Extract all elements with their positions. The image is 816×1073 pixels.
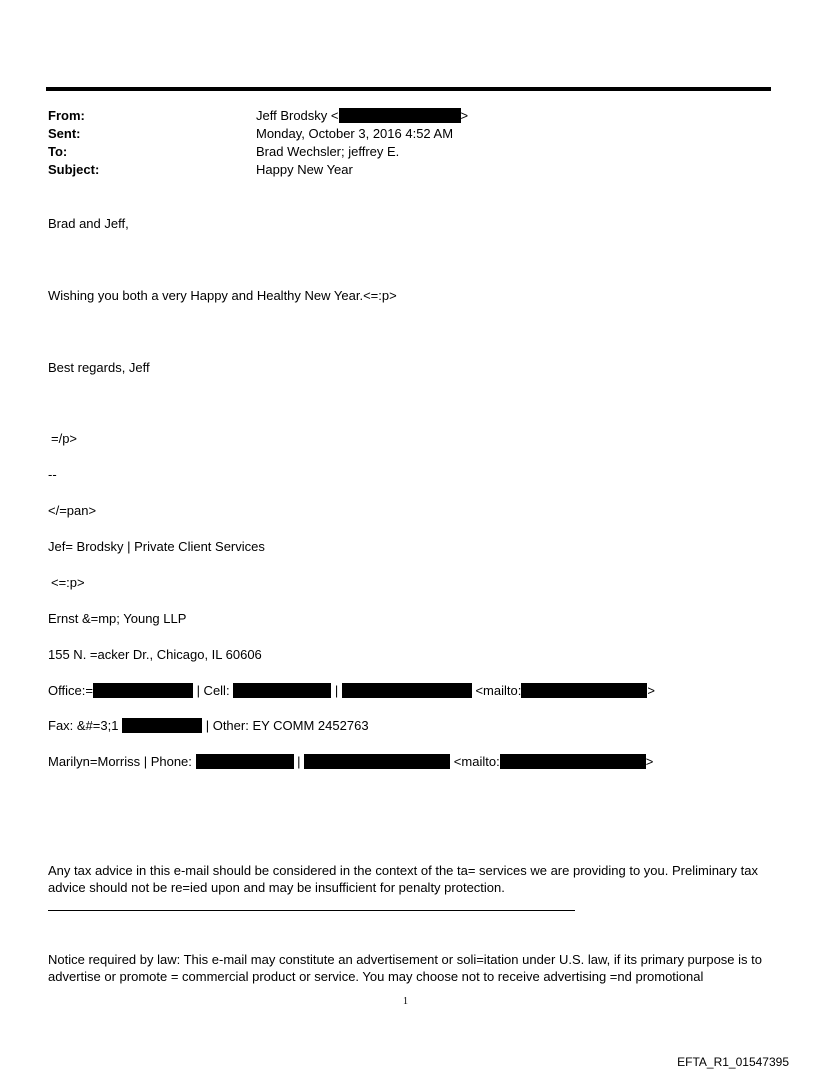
page-number: 1 bbox=[403, 996, 408, 1007]
bates-number: EFTA_R1_01547395 bbox=[677, 1055, 789, 1069]
redacted-assistant-phone bbox=[196, 754, 294, 769]
mailto-bracket: > bbox=[647, 683, 655, 698]
sent-value: Monday, October 3, 2016 4:52 AM bbox=[256, 126, 454, 141]
redacted-cell-phone bbox=[233, 683, 331, 698]
office-label: Office:= bbox=[48, 683, 93, 698]
subject-label: Subject: bbox=[48, 162, 100, 177]
redacted-office-phone bbox=[93, 683, 193, 698]
header-sent-row bbox=[48, 125, 748, 143]
header-rule bbox=[46, 87, 771, 91]
closing: Best regards, Jeff bbox=[48, 360, 150, 375]
cell-label: | Cell: bbox=[196, 683, 230, 698]
signature-address: 155 N. =acker Dr., Chicago, IL 60606 bbox=[48, 647, 262, 662]
mailto-label-2: <mailto: bbox=[453, 754, 500, 769]
redacted-assistant-email bbox=[304, 754, 450, 769]
pipe-separator-2: | bbox=[297, 754, 301, 769]
redacted-mailto bbox=[521, 683, 647, 698]
header-from-row bbox=[48, 107, 748, 125]
fragment-p: <=:p> bbox=[51, 575, 85, 590]
legal-notice: Notice required by law: This e-mail may constitute an advertisement or soli=itation under U.S. law, if its primary purpose is to advertise or promote = commercial product or service. You may choose not to receive advertising =nd promotional bbox=[48, 952, 762, 984]
to-value: Brad Wechsler; jeffrey E. bbox=[256, 144, 400, 159]
redacted-email bbox=[339, 108, 461, 123]
signature-fax-row bbox=[48, 717, 369, 735]
fragment-span-close: </=pan> bbox=[48, 503, 97, 518]
signature-company: Ernst &=mp; Young LLP bbox=[48, 611, 187, 626]
from-value bbox=[256, 107, 468, 125]
fax-other: | Other: EY COMM 2452763 bbox=[205, 718, 369, 733]
signature-name: Jef= Brodsky | Private Client Services bbox=[48, 539, 265, 554]
mailto-label: <mailto: bbox=[475, 683, 522, 698]
signature-separator: -- bbox=[48, 467, 57, 482]
message: Wishing you both a very Happy and Healthy New Year.<=:p> bbox=[48, 288, 397, 303]
fax-label: Fax: &#=3;1 bbox=[48, 718, 119, 733]
from-name: Jeff Brodsky < bbox=[256, 108, 339, 123]
disclaimer-rule bbox=[48, 910, 575, 911]
header-subject-row bbox=[48, 161, 748, 179]
redacted-assistant-mailto bbox=[500, 754, 646, 769]
from-bracket: > bbox=[460, 108, 469, 123]
greeting: Brad and Jeff, bbox=[48, 216, 129, 231]
signature-contact-row bbox=[48, 682, 655, 700]
mailto-bracket-2: > bbox=[645, 754, 654, 769]
redacted-email bbox=[342, 683, 472, 698]
from-label: From: bbox=[48, 108, 85, 123]
header-to-row bbox=[48, 143, 748, 161]
sent-label: Sent: bbox=[48, 126, 81, 141]
subject-value: Happy New Year bbox=[256, 162, 353, 177]
fragment-p-close: =/p> bbox=[51, 431, 78, 446]
assistant-label: Marilyn=Morriss | Phone: bbox=[48, 754, 192, 769]
redacted-fax bbox=[122, 718, 202, 733]
to-label: To: bbox=[48, 144, 68, 159]
pipe-separator: | bbox=[334, 683, 339, 698]
tax-advice-disclaimer: Any tax advice in this e-mail should be considered in the context of the ta= services we are providing to you. Preliminary tax advice should not be re=ied upon and may be insufficient for penalty protection. bbox=[48, 863, 758, 895]
signature-assistant-row bbox=[48, 753, 653, 771]
